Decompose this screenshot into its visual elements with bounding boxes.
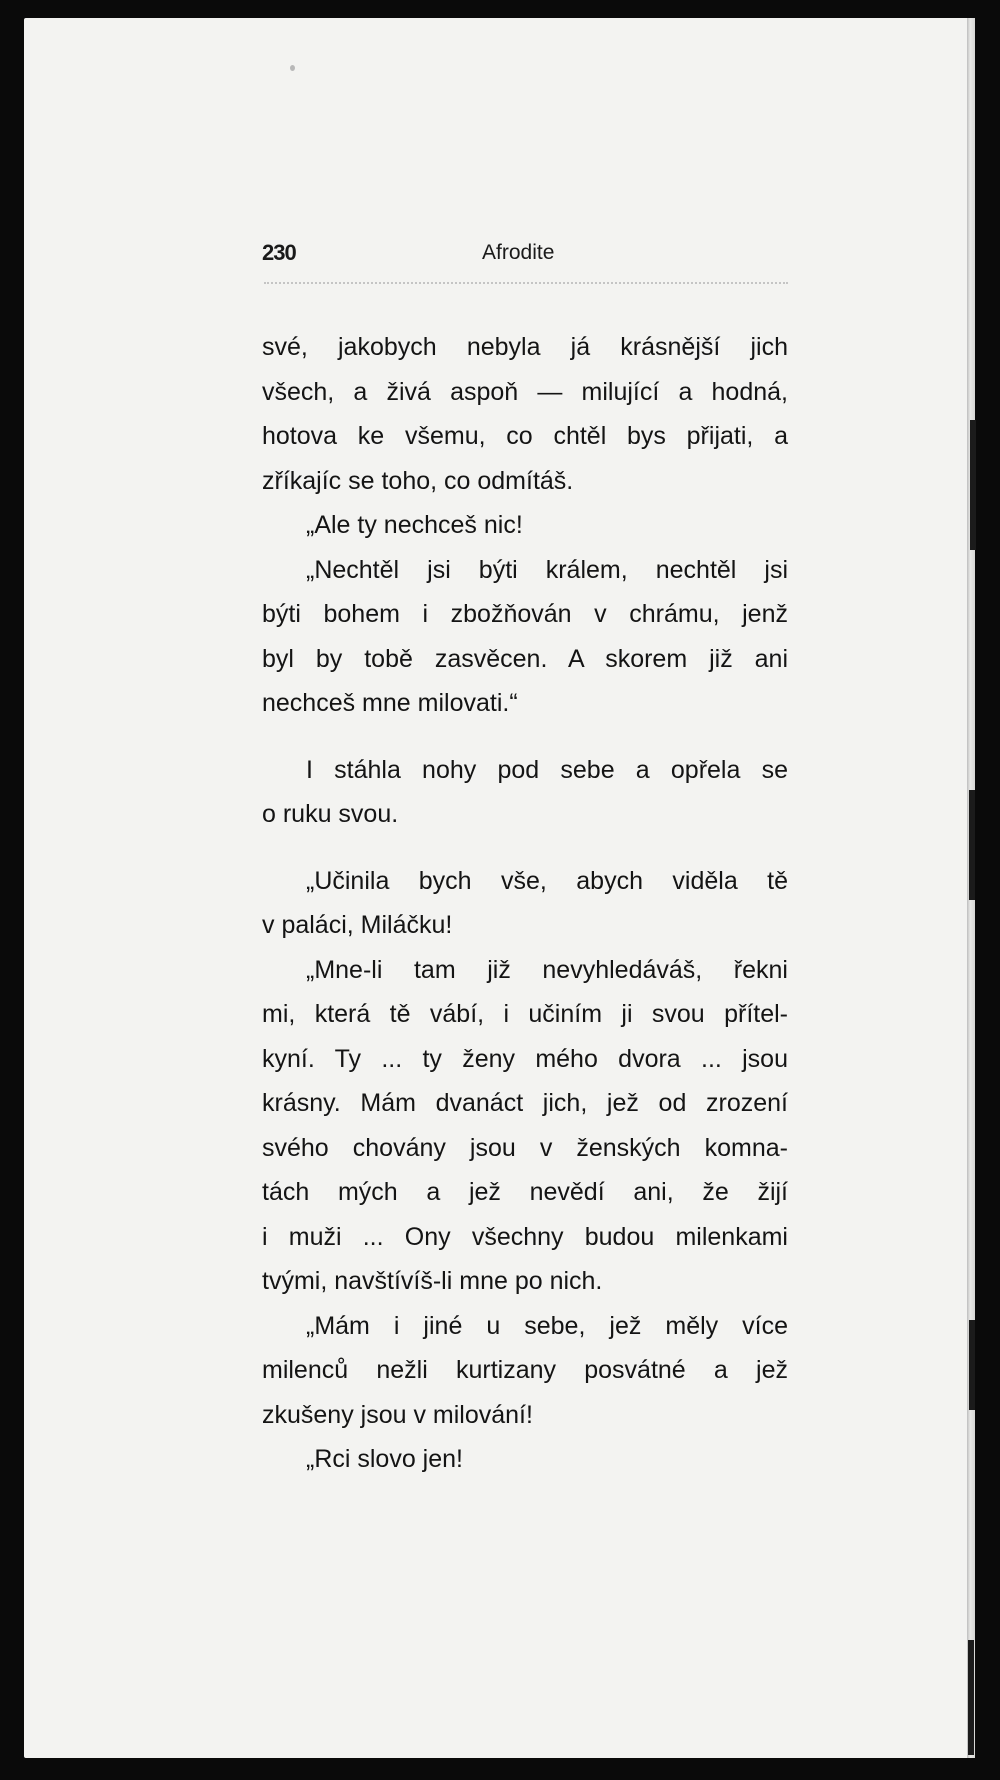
text-line: I stáhla nohy pod sebe a opřela se	[306, 755, 788, 784]
paper-speck	[290, 65, 295, 71]
text-line: kyní. Ty ... ty ženy mého dvora ... jsou	[262, 1044, 788, 1073]
edge-mark	[969, 790, 975, 900]
text-line: „Učinila bych vše, abych viděla tě	[306, 866, 788, 895]
text-line: své, jakobych nebyla já krásnější jich	[262, 333, 788, 361]
page-header	[262, 236, 788, 276]
text-line: i muži ... Ony všechny budou milenkami	[262, 1222, 788, 1251]
text-line: svého chovány jsou v ženských komna-	[262, 1133, 788, 1162]
edge-mark	[970, 420, 976, 550]
text-line: „Ale ty nechceš nic!	[306, 511, 523, 539]
text-line: o ruku svou.	[262, 800, 399, 828]
text-line: byl by tobě zasvěcen. A skorem již ani	[262, 644, 788, 673]
running-title: Afrodite	[482, 241, 555, 264]
text-line: zříkajíc se toho, co odmítáš.	[262, 466, 574, 495]
edge-mark	[969, 1320, 975, 1410]
text-line: zkušeny jsou v milování!	[262, 1400, 533, 1429]
text-line: všech, a živá aspoň — milující a hodná,	[262, 377, 788, 406]
body-text	[262, 325, 788, 1482]
text-line: nechceš mne milovati.“	[262, 689, 518, 717]
text-line: hotova ke všemu, co chtěl bys přijati, a	[262, 422, 788, 450]
text-line: „Mám i jiné u sebe, jež měly více	[306, 1311, 788, 1340]
text-line: mi, která tě vábí, i učiním ji svou přítel-	[262, 1000, 788, 1028]
text-line: tách mých a jež nevědí ani, že žijí	[262, 1178, 788, 1206]
text-line: tvými, navštívíš-li mne po nich.	[262, 1267, 603, 1295]
text-line: v paláci, Miláčku!	[262, 911, 453, 939]
text-line: „Nechtěl jsi býti králem, nechtěl jsi	[306, 555, 788, 584]
page-number: 230	[262, 240, 296, 265]
text-line: krásny. Mám dvanáct jich, jež od zrození	[262, 1089, 788, 1117]
text-line: býti bohem i zbožňován v chrámu, jenž	[262, 600, 788, 628]
text-line: „Rci slovo jen!	[306, 1445, 463, 1473]
text-line: milenců nežli kurtizany posvátné a jež	[262, 1356, 788, 1384]
edge-mark	[968, 1640, 974, 1755]
header-rule	[264, 282, 788, 284]
text-line: „Mne-li tam již nevyhledáváš, řekni	[306, 955, 788, 984]
